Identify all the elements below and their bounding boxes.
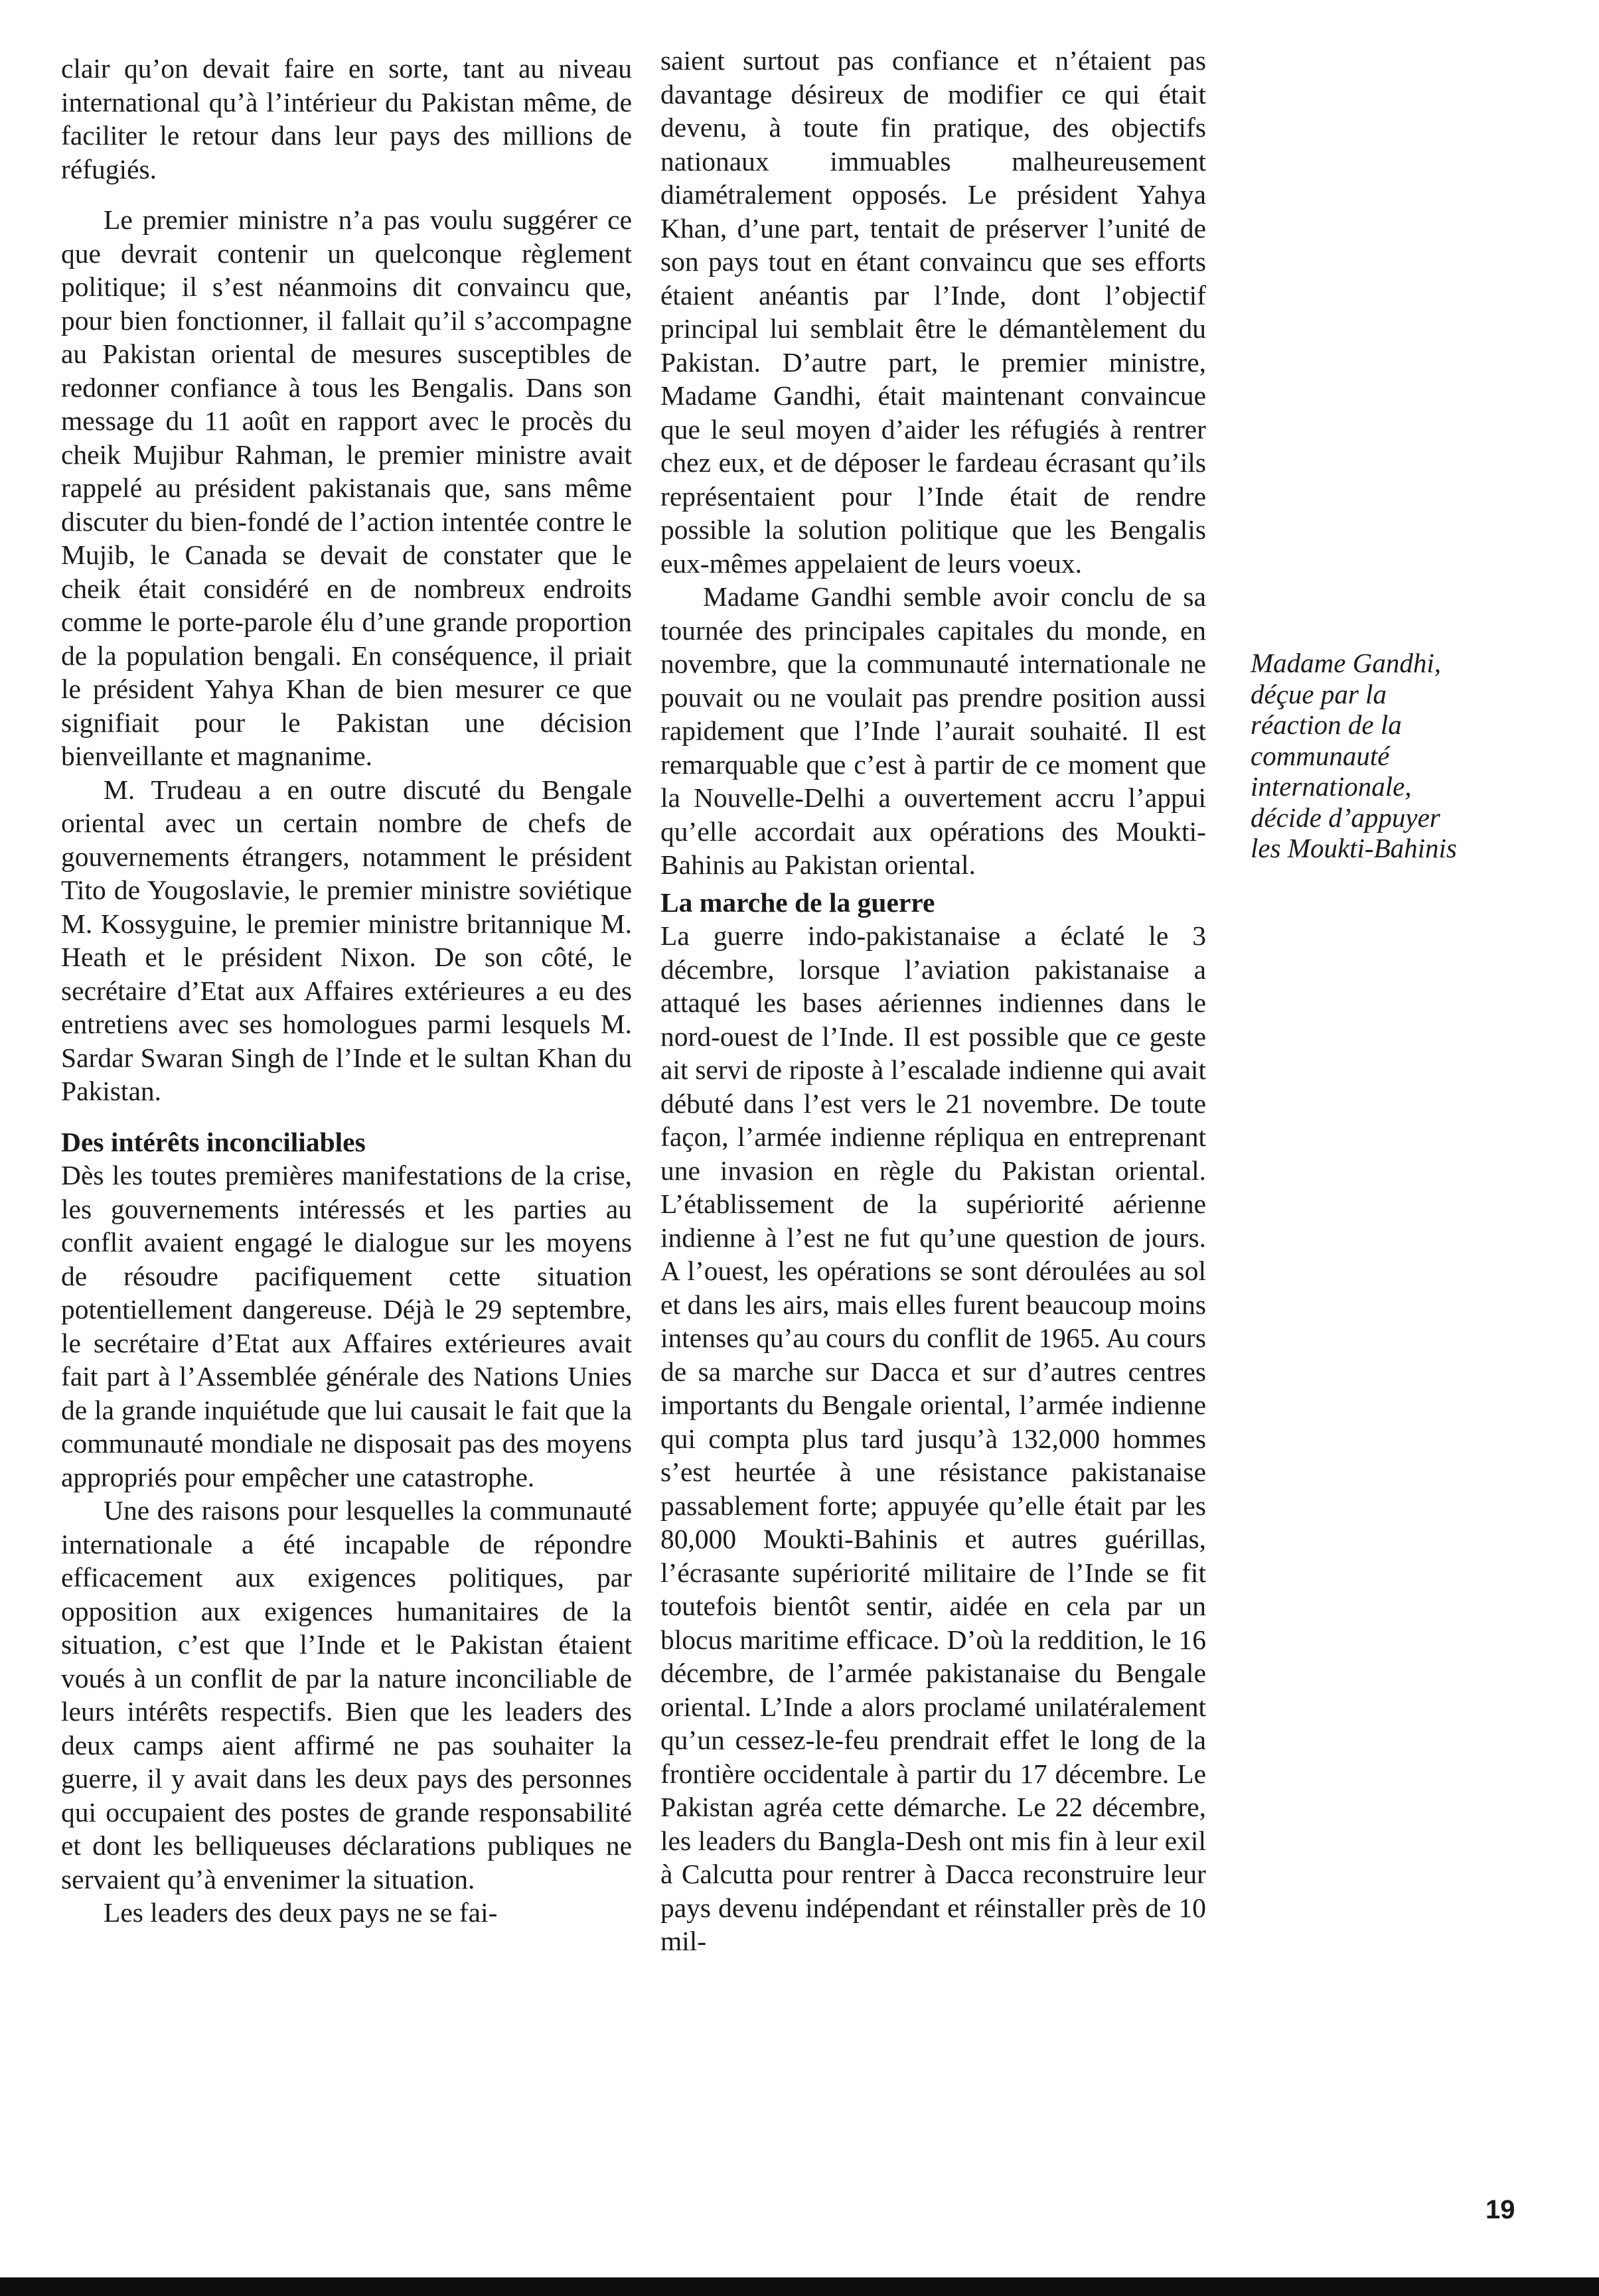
margin-note-line: Madame Gandhi,: [1251, 648, 1441, 678]
section-heading: Des intérêts inconciliables: [61, 1126, 366, 1157]
margin-note-line: les Moukti-Bahinis: [1251, 833, 1457, 863]
margin-note-line: internationale,: [1251, 771, 1412, 802]
paragraph: saient surtout pas confiance et n’étaient pas davantage désireux de modifier ce qui était devenu, à toute fin pratique, des objectifs nationaux immuables malheureusement diamétralement opposés. Le président Yahya Khan, d’une part, tentait de préserver l’unité de son pays tout en étant convaincu que ses efforts étaient anéantis par l’Inde, dont l’objectif principal lui semblait être le démantèlement du Pakistan. D’autre part, le premier ministre, Madame Gandhi, était maintenant convaincue que le seul moyen d’aider les réfugiés à rentrer chez eux, et de déposer le fardeau écrasant qu’ils représentaient pour l’Inde était de rendre possible la solution politique que les Bengalis eux-mêmes appelaient de leurs voeux.: [660, 45, 1206, 579]
paragraph: clair qu’on devait faire en sorte, tant au niveau international qu’à l’intérieur du Pakistan même, de faciliter le retour dans leur pays des millions de réfugiés.: [61, 53, 632, 184]
margin-note-line: déçue par la: [1251, 678, 1387, 709]
paragraph: Madame Gandhi semble avoir conclu de sa tournée des principales capitales du monde, en novembre, que la communauté internationale ne pouvait ou ne voulait pas prendre position aussi rapidement que l’Inde l’aurait souhaité. Il est remarquable que c’est à partir de ce moment que la Nouvelle-Delhi a ouvertement accru l’appui qu’elle accordait aux opérations des Moukti-Bahinis au Pakistan oriental.: [660, 581, 1206, 880]
margin-note-line: communauté: [1251, 740, 1390, 771]
paragraph: Une des raisons pour lesquelles la communauté internationale a été incapable de répondre efficacement aux exigences politiques, par opposition aux exigences humanitaires de la situation, c’est que l’Inde et le Pakistan étaient voués à un conflit de par la nature inconciliable de leurs intérêts respectifs. Bien que les leaders des deux camps aient affirmé ne pas souhaiter la guerre, il y avait dans les deux pays des personnes qui occupaient des postes de grande responsabilité et dont les belliqueuses déclarations publiques ne servaient qu’à envenimer la situation.: [61, 1495, 632, 1895]
margin-note-line: réaction de la: [1251, 709, 1402, 740]
paragraph: La guerre indo-pakistanaise a éclaté le 3 décembre, lorsque l’aviation pakistanaise a attaqué les bases aériennes indiennes dans le nord-ouest de l’Inde. Il est possible que ce geste ait servi de riposte à l’escalade indienne qui avait débuté dans l’est vers le 21 novembre. De toute façon, l’armée indienne répliqua en entreprenant une invasion en règle du Pakistan oriental. L’établissement de la supériorité aérienne indienne à l’est ne fut qu’une question de jours. A l’ouest, les opérations se sont déroulées au sol et dans les airs, mais elles furent beaucoup moins intenses qu’au cours du conflit de 1965. Au cours de sa marche sur Dacca et sur d’autres centres importants du Bengale oriental, l’armée indienne qui compta plus tard jusqu’à 132,000 hommes s’est heurtée à une résistance pakistanaise passablement forte; appuyée qu’elle était par les 80,000 Moukti-Bahinis et autres guérillas, l’écrasante supériorité militaire de l’Inde se fit toutefois bientôt sentir, aidée en cela par un blocus maritime efficace. D’où la reddition, le 16 décembre, de l’armée pakistanaise du Bengale oriental. L’Inde a alors proclamé unilatéralement qu’un cessez-le-feu prendrait effet le long de la frontière occidentale à partir du 17 décembre. Le Pakistan agréa cette démarche. Le 22 décembre, les leaders du Bangla-Desh ont mis fin à leur exil à Calcutta pour rentrer à Dacca reconstruire leur pays devenu indépendant et réinstaller près de 10 mil-: [660, 920, 1206, 1956]
paragraph: Le premier ministre n’a pas voulu suggérer ce que devrait contenir un quelconque règlement politique; il s’est néanmoins dit convaincu que, pour bien fonctionner, il fallait qu’il s’accompagne au Pakistan oriental de mesures susceptibles de redonner confiance à tous les Bengalis. Dans son message du 11 août en rapport avec le procès du cheik Mujibur Rahman, le premier ministre avait rappelé au président pakistanais que, sans même discuter du bien-fondé de l’action intentée contre le Mujib, le Canada se devait de constater que le cheik était considéré en de nombreux endroits comme le porte-parole élu d’une grande proportion de la population bengali. En conséquence, il priait le président Yahya Khan de bien mesurer ce que signifiait pour le Pakistan une décision bienveillante et magnanime.: [61, 204, 632, 771]
paragraph: Les leaders des deux pays ne se fai-: [104, 1897, 498, 1928]
section-heading: La marche de la guerre: [660, 887, 935, 918]
margin-note-line: décide d’appuyer: [1251, 802, 1440, 833]
page-number: 19: [1485, 2195, 1515, 2224]
left-text-column: [61, 52, 632, 1930]
paragraph: M. Trudeau a en outre discuté du Bengale oriental avec un certain nombre de chefs de gouvernements étrangers, notamment le président Tito de Yougoslavie, le premier ministre soviétique M. Kossyguine, le premier ministre britannique M. Heath et le président Nixon. De son côté, le secrétaire d’Etat aux Affaires extérieures a eu des entretiens avec ses homologues parmi lesquels M. Sardar Swaran Singh de l’Inde et le sultan Khan du Pakistan.: [61, 774, 632, 1106]
middle-text-column: [660, 44, 1206, 1958]
margin-note: [1251, 648, 1516, 864]
paragraph: Dès les toutes premières manifestations de la crise, les gouvernements intéressés et les parties au conflit avaient engagé le dialogue sur les moyens de résoudre pacifiquement cette situation potentiellement dangereuse. Déjà le 29 septembre, le secrétaire d’Etat aux Affaires extérieures avait fait part à l’Assemblée générale des Nations Unies de la grande inquiétude que lui causait le fait que la communauté mondiale ne disposait pas des moyens appropriés pour empêcher une catastrophe.: [61, 1160, 632, 1492]
page-bottom-edge: [0, 2277, 1599, 2296]
